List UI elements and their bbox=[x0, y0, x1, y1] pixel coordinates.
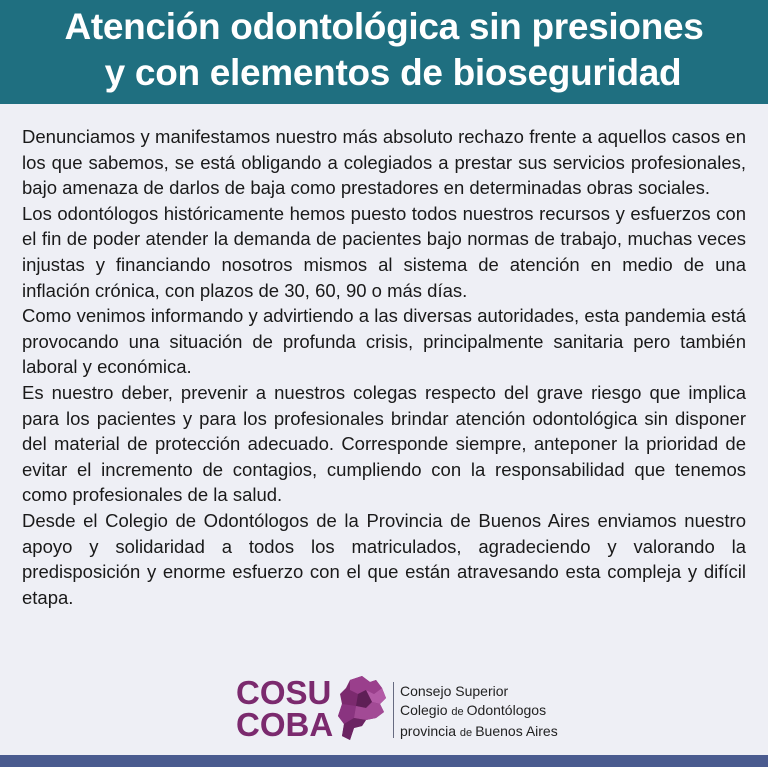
statement-text bbox=[22, 124, 746, 610]
paragraph-5: Desde el Colegio de Odontólogos de la Provincia de Buenos Aires enviamos nuestro apoyo y solidaridad a todos los matriculados, agradeciendo y valorando la predisposición y enorme esfuerzo con el que están atravesando esta compleja y difícil etapa. bbox=[22, 509, 746, 608]
logo-word-coba: COBA bbox=[236, 706, 334, 743]
cosucoba-logo bbox=[236, 674, 556, 744]
logo-caption-line-1: Consejo Superior bbox=[400, 683, 509, 699]
logo-caption bbox=[400, 682, 558, 743]
logo-caption-line-3 bbox=[400, 722, 558, 743]
paragraph-2: Los odontólogos históricamente hemos puesto todos nuestros recursos y esfuerzos con el fin de poder atender la demanda de pacientes bajo normas de trabajo, muchas veces injustas y financiando nosotros mismos al sistema de atención en medio de una inflación crónica, con plazos de 30, 60, 90 o más días. bbox=[22, 202, 746, 301]
logo-caption-provincia: provincia bbox=[400, 723, 460, 739]
title-line-1: Atención odontológica sin presiones bbox=[64, 6, 704, 47]
logo-caption-line-2 bbox=[400, 701, 558, 722]
logo-word-cosu: COSU bbox=[236, 674, 332, 711]
province-map-icon bbox=[336, 674, 388, 744]
statement-body bbox=[0, 104, 768, 755]
footer-bar bbox=[0, 755, 768, 767]
logo-caption-colegio: Colegio bbox=[400, 702, 452, 718]
logo-divider bbox=[393, 682, 394, 738]
title-line-2: y con elementos de bioseguridad bbox=[104, 52, 682, 93]
logo-caption-de: de bbox=[451, 706, 467, 718]
logo-caption-de-2: de bbox=[459, 727, 476, 739]
paragraph-3: Como venimos informando y advirtiendo a las diversas autoridades, esta pandemia está provocando una situación de profunda crisis, principalmente sanitaria pero también laboral y económica. bbox=[22, 305, 746, 378]
paragraph-4: Es nuestro deber, prevenir a nuestros colegas respecto del grave riesgo que implica para los pacientes y para los profesionales brindar atención odontológica sin disponer del material de protección adecuado. Corresponde siempre, anteponer la prioridad de evitar el incremento de contagios, cumpliendo con la responsabilidad que tenemos como profesionales de la salud. bbox=[22, 381, 746, 506]
logo-caption-odontologos: Odontólogos bbox=[466, 702, 547, 718]
logo-caption-buenos-aires: Buenos Aires bbox=[475, 723, 558, 739]
header-banner bbox=[0, 0, 768, 104]
paragraph-1: Denunciamos y manifestamos nuestro más absoluto rechazo frente a aquellos casos en los que sabemos, se está obligando a colegiados a prestar sus servicios profesionales, bajo amenaza de darlos de baja como prestadores en determinadas obras sociales. bbox=[22, 126, 746, 199]
